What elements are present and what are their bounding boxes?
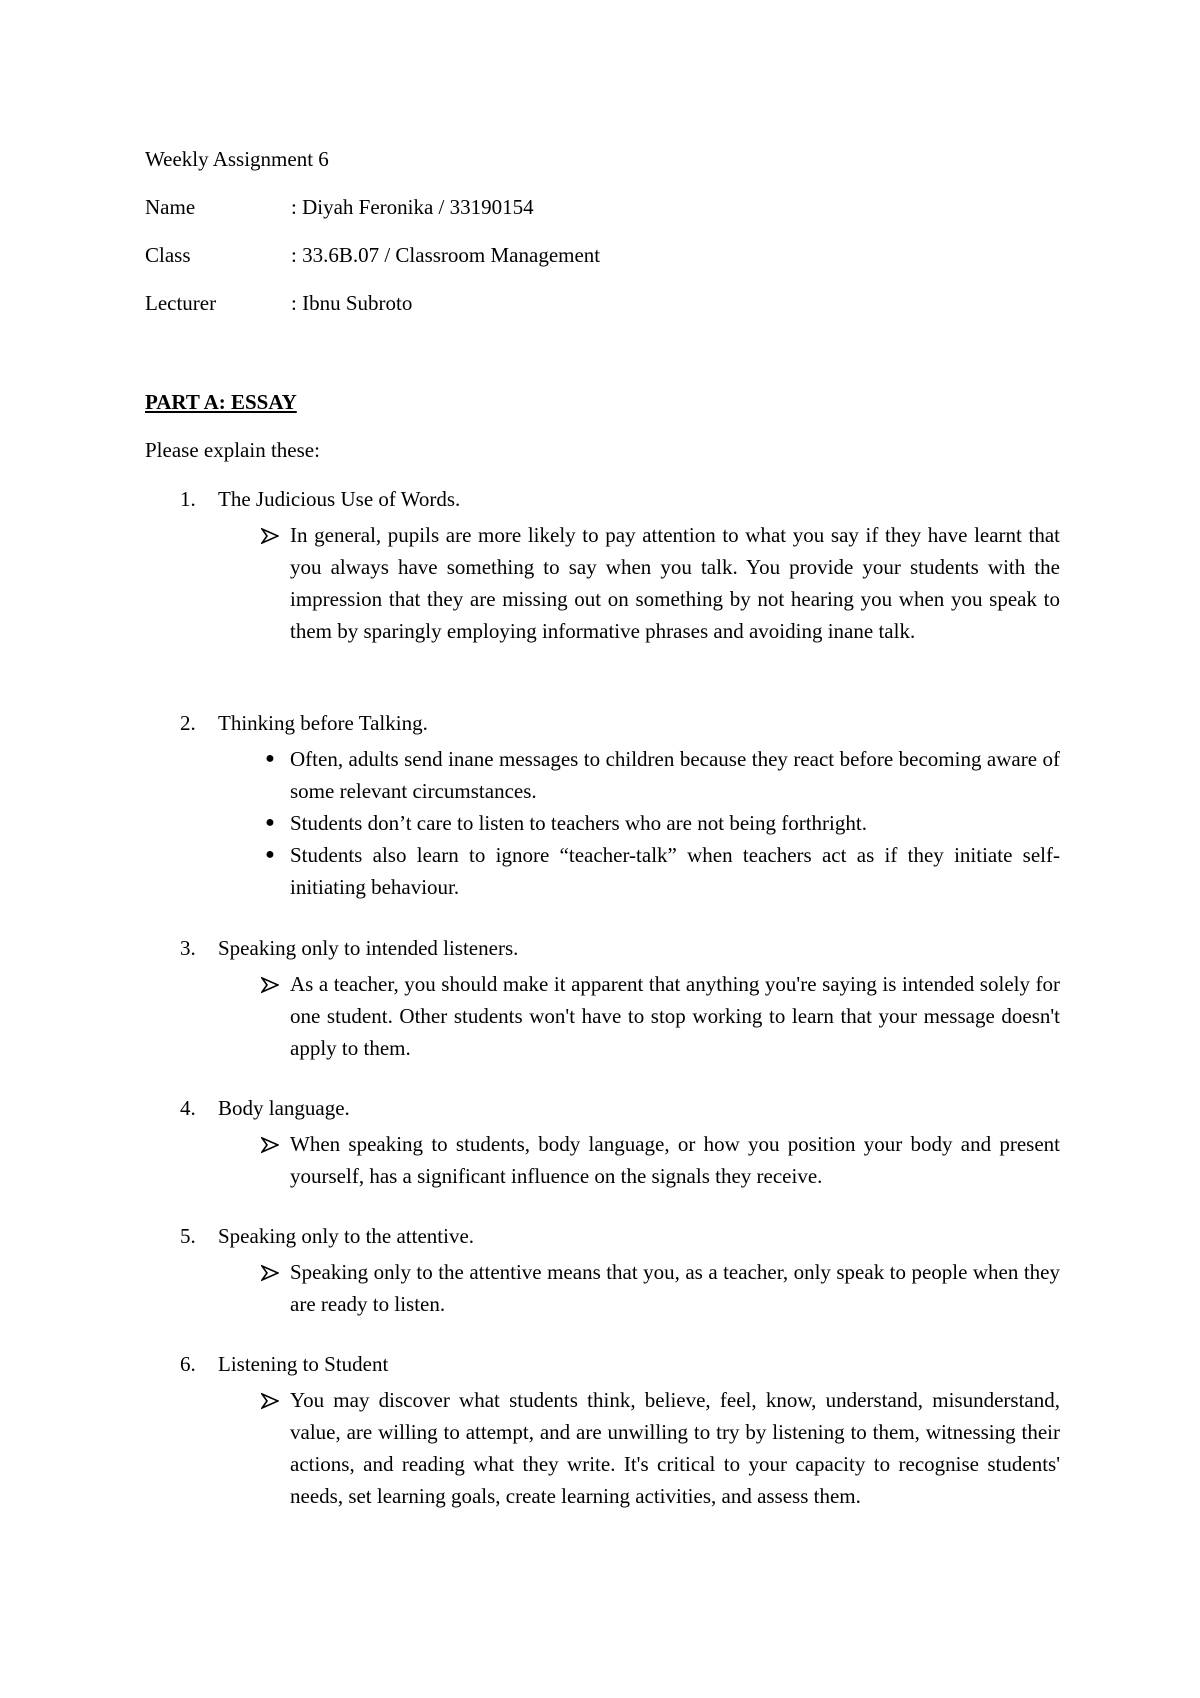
item-heading: Body language. xyxy=(218,1096,350,1120)
item-heading-row xyxy=(180,487,1060,511)
item-heading-row xyxy=(180,711,1060,735)
list-item xyxy=(180,1384,1060,1512)
item-heading: Speaking only to intended listeners. xyxy=(218,936,519,960)
point-text: In general, pupils are more likely to pay attention to what you say if they have learnt that you always have something to say when you talk. You provide your students with the impression that they are missing out on something by not hearing you when you speak to them by sparingly employing informative phrases and avoiding inane talk. xyxy=(290,523,1060,643)
essay-item xyxy=(180,936,1060,1064)
point-text: You may discover what students think, believe, feel, know, understand, misunderstand, value, are willing to attempt, and are unwilling to try by listening to them, witnessing their actions, and reading what they write. It's critical to your capacity to recognise students' needs, set learning goals, create learning activities, and assess them. xyxy=(290,1388,1060,1508)
point-list xyxy=(180,1128,1060,1192)
list-item xyxy=(180,1256,1060,1320)
essay-item xyxy=(180,1096,1060,1192)
item-number: 5. xyxy=(180,1224,196,1248)
point-list xyxy=(180,743,1060,903)
item-heading: Speaking only to the attentive. xyxy=(218,1224,475,1248)
essay-item xyxy=(180,487,1060,647)
info-value: : 33.6B.07 / Classroom Management xyxy=(291,243,601,267)
arrow-bullet-icon xyxy=(259,1128,281,1160)
list-item xyxy=(180,839,1060,903)
point-text: Students also learn to ignore “teacher-talk” when teachers act as if they initiate self-initiating behaviour. xyxy=(290,843,1060,899)
bullet-dot-icon: ● xyxy=(265,814,275,831)
info-label: Lecturer xyxy=(145,291,217,315)
info-row-class xyxy=(145,243,600,267)
info-label: Class xyxy=(145,243,191,267)
bullet-dot-icon: ● xyxy=(265,846,275,863)
item-heading-row xyxy=(180,936,1060,960)
info-value: : Ibnu Subroto xyxy=(291,291,413,315)
item-number: 4. xyxy=(180,1096,196,1120)
item-heading-row xyxy=(180,1352,1060,1376)
section-heading: PART A: ESSAY xyxy=(145,390,297,414)
essay-item xyxy=(180,711,1060,903)
essay-item xyxy=(180,1224,1060,1320)
essay-item xyxy=(180,1352,1060,1512)
arrow-bullet-icon xyxy=(259,968,281,1000)
item-number: 1. xyxy=(180,487,196,511)
point-text: Students don’t care to listen to teachers who are not being forthright. xyxy=(290,811,867,835)
arrow-bullet-icon xyxy=(259,519,281,551)
point-text: When speaking to students, body language, or how you position your body and present yourself, has a significant influence on the signals they receive. xyxy=(290,1132,1060,1188)
list-item xyxy=(180,807,1060,839)
info-label: Name xyxy=(145,195,196,219)
item-number: 6. xyxy=(180,1352,196,1376)
point-list xyxy=(180,1256,1060,1320)
point-text: Often, adults send inane messages to children because they react before becoming aware of some relevant circumstances. xyxy=(290,747,1060,803)
item-heading-row xyxy=(180,1096,1060,1120)
point-list xyxy=(180,1384,1060,1512)
info-row-lecturer xyxy=(145,291,412,315)
item-heading: Listening to Student xyxy=(218,1352,389,1376)
list-item xyxy=(180,743,1060,807)
list-item xyxy=(180,519,1060,647)
document-title: Weekly Assignment 6 xyxy=(145,147,329,171)
list-item xyxy=(180,1128,1060,1192)
point-text: As a teacher, you should make it apparent that anything you're saying is intended solely for one student. Other students won't have to stop working to learn that your message doesn't apply to them. xyxy=(290,972,1060,1060)
arrow-bullet-icon xyxy=(259,1384,281,1416)
info-value: : Diyah Feronika / 33190154 xyxy=(291,195,534,219)
point-list xyxy=(180,968,1060,1064)
item-heading-row xyxy=(180,1224,1060,1248)
item-number: 3. xyxy=(180,936,196,960)
point-list xyxy=(180,519,1060,647)
item-number: 2. xyxy=(180,711,196,735)
intro-text: Please explain these: xyxy=(145,438,320,462)
point-text: Speaking only to the attentive means that you, as a teacher, only speak to people when they are ready to listen. xyxy=(290,1260,1060,1316)
arrow-bullet-icon xyxy=(259,1256,281,1288)
info-row-name xyxy=(145,195,534,219)
item-heading: The Judicious Use of Words. xyxy=(218,487,461,511)
bullet-dot-icon: ● xyxy=(265,750,275,767)
item-heading: Thinking before Talking. xyxy=(218,711,428,735)
list-item xyxy=(180,968,1060,1064)
